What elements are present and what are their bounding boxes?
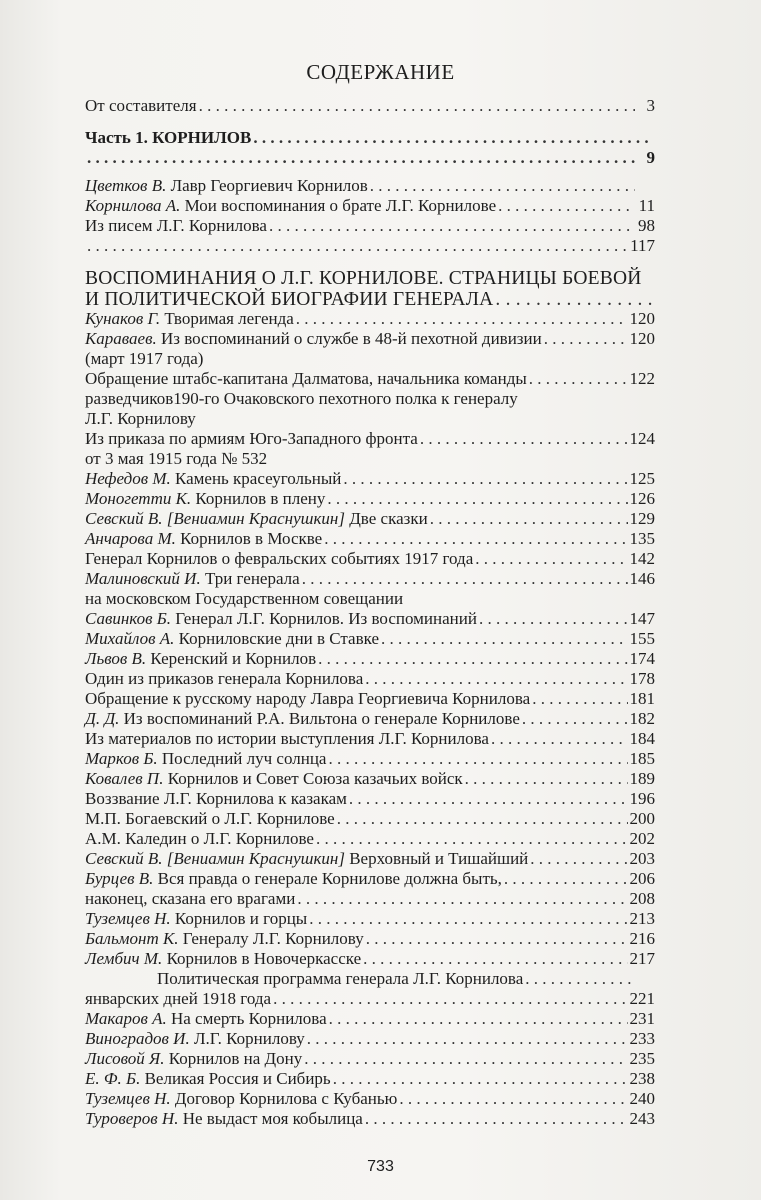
leader-dots bbox=[495, 289, 653, 310]
entry-page: 217 bbox=[629, 949, 655, 968]
entry-page: 120 bbox=[629, 309, 655, 328]
entry-author: Савинков Б. bbox=[85, 609, 171, 628]
toc-entry bbox=[85, 489, 655, 509]
entry-text bbox=[85, 216, 267, 236]
entry-text bbox=[85, 509, 428, 529]
toc-entry bbox=[85, 669, 655, 689]
leader-dots bbox=[309, 909, 627, 929]
section-title-line-2-row bbox=[85, 289, 655, 309]
entry-text bbox=[85, 529, 322, 549]
entry-author: Бальмонт К. bbox=[85, 929, 179, 948]
entry-title: Мои воспоминания о брате Л.Г. Корнилове bbox=[180, 196, 497, 215]
leader-dots bbox=[365, 669, 627, 689]
entry-title: Из материалов по истории выступления Л.Г. Корнилова bbox=[85, 729, 489, 748]
table-of-contents bbox=[85, 96, 655, 1129]
section-title-line-2: И ПОЛИТИЧЕСКОЙ БИОГРАФИИ ГЕНЕРАЛА bbox=[85, 289, 494, 310]
entry-page: 155 bbox=[629, 629, 655, 648]
entry-page: 203 bbox=[629, 849, 655, 868]
entry-author: Е. Ф. Б. bbox=[85, 1069, 141, 1088]
entry-page: 142 bbox=[629, 549, 655, 568]
toc-entry bbox=[85, 949, 655, 969]
leader-dots bbox=[199, 96, 635, 116]
entry-title: Обращение штабс-капитана Далматова, начальника команды bbox=[85, 369, 527, 388]
toc-entry bbox=[85, 629, 655, 649]
entry-text bbox=[85, 569, 300, 589]
toc-entry-preface bbox=[85, 96, 655, 116]
entry-title: М.П. Богаевский о Л.Г. Корнилове bbox=[85, 809, 335, 828]
toc-entry bbox=[85, 1049, 655, 1069]
entry-page: 213 bbox=[629, 909, 655, 928]
entry-text bbox=[85, 1089, 397, 1109]
toc-entry bbox=[85, 989, 655, 1009]
leader-dots bbox=[87, 148, 635, 168]
entry-page: 129 bbox=[629, 509, 655, 528]
entry-page: 146 bbox=[629, 569, 655, 588]
entry-text bbox=[85, 889, 295, 909]
entry-title: Корниловские дни в Ставке bbox=[174, 629, 379, 648]
leader-dots bbox=[525, 969, 635, 989]
entry-author: Туроверов Н. bbox=[85, 1109, 179, 1128]
entry-title: Л.Г. Корнилову bbox=[189, 1029, 305, 1048]
entry-author: Михайлов А. bbox=[85, 629, 175, 648]
entry-page: 125 bbox=[629, 469, 655, 488]
entry-text bbox=[85, 729, 489, 749]
toc-entry bbox=[85, 216, 655, 236]
entry-page: 135 bbox=[629, 529, 655, 548]
entry-text bbox=[85, 689, 530, 709]
entry-author: Севский В. [Вениамин Краснушкин] bbox=[85, 509, 345, 528]
leader-dots bbox=[273, 989, 627, 1009]
leader-dots bbox=[498, 196, 635, 216]
entry-title: От составителя bbox=[85, 96, 197, 115]
entry-author: Ковалев П. bbox=[85, 769, 164, 788]
leader-dots bbox=[307, 1029, 628, 1049]
leader-dots bbox=[366, 929, 628, 949]
entry-title: Керенский и Корнилов bbox=[146, 649, 317, 668]
entry-page: 124 bbox=[629, 429, 655, 448]
entry-page: 174 bbox=[629, 649, 655, 668]
toc-entry bbox=[85, 1089, 655, 1109]
entry-title: Верховный и Тишайший bbox=[344, 849, 529, 868]
toc-entry bbox=[85, 849, 655, 869]
toc-entry bbox=[85, 889, 655, 909]
entry-page: 98 bbox=[638, 216, 655, 235]
toc-entry bbox=[85, 869, 655, 889]
entry-author: Бурцев В. bbox=[85, 869, 154, 888]
entry-text bbox=[85, 929, 364, 949]
leader-dots bbox=[504, 869, 628, 889]
entry-author: Туземцев Н. bbox=[85, 909, 171, 928]
entry-title: Генерал Л.Г. Корнилов. Из воспоминаний bbox=[170, 609, 477, 628]
entry-page: 233 bbox=[629, 1029, 655, 1048]
leader-dots bbox=[399, 1089, 627, 1109]
entry-title: Последний луч солнца bbox=[157, 749, 327, 768]
entry-title: Корнилов и горцы bbox=[170, 909, 308, 928]
entry-author: Анчарова М. bbox=[85, 529, 176, 548]
entry-title: Не выдаст моя кобылица bbox=[178, 1109, 363, 1128]
entry-title: Обращение к русскому народу Лавра Георгиевича Корнилова bbox=[85, 689, 531, 708]
entry-text bbox=[85, 196, 496, 216]
entry-title: Камень красеугольный bbox=[170, 469, 342, 488]
entry-page: 126 bbox=[629, 489, 655, 508]
leader-dots bbox=[381, 629, 628, 649]
toc-group-1 bbox=[85, 176, 655, 236]
toc-continuation-line: (март 1917 года) bbox=[85, 349, 204, 368]
entry-author: Моногетти К. bbox=[85, 489, 192, 508]
part-page: 9 bbox=[646, 148, 655, 167]
leader-dots bbox=[475, 549, 627, 569]
entry-page: 196 bbox=[629, 789, 655, 808]
entry-title: Политическая программа генерала Л.Г. Корнилова bbox=[157, 969, 524, 988]
toc-continuation-line: на московском Государственном совещании bbox=[85, 589, 404, 608]
toc-entry bbox=[85, 709, 655, 729]
toc-continuation-line: от 3 мая 1915 года № 532 bbox=[85, 449, 268, 468]
entry-author: Нефедов М. bbox=[85, 469, 171, 488]
entry-text bbox=[85, 1029, 305, 1049]
entry-title: Лавр Георгиевич Корнилов bbox=[166, 176, 368, 195]
leader-dots bbox=[327, 489, 627, 509]
toc-entry bbox=[85, 529, 655, 549]
contents-heading: СОДЕРЖАНИЕ bbox=[306, 60, 455, 84]
entry-author: Караваев. bbox=[85, 329, 157, 348]
toc-entry bbox=[85, 429, 655, 449]
entry-page: 11 bbox=[638, 196, 655, 215]
entry-text bbox=[85, 489, 325, 509]
toc-part-page-row bbox=[85, 148, 655, 168]
leader-dots bbox=[530, 849, 627, 869]
entry-title: Воззвание Л.Г. Корнилова к казакам bbox=[85, 789, 347, 808]
entry-title: На смерть Корнилова bbox=[166, 1009, 327, 1028]
entry-page: 216 bbox=[629, 929, 655, 948]
toc-entry bbox=[85, 689, 655, 709]
toc-entries bbox=[85, 309, 655, 1129]
entry-text bbox=[85, 309, 294, 329]
entry-text bbox=[85, 769, 463, 789]
entry-text bbox=[85, 1069, 331, 1089]
toc-entry bbox=[85, 509, 655, 529]
entry-page: 231 bbox=[629, 1009, 655, 1028]
entry-page: 202 bbox=[629, 829, 655, 848]
entry-title: Генерал Корнилов о февральских событиях 1917 года bbox=[85, 549, 474, 568]
toc-continuation-line: разведчиков190-го Очаковского пехотного полка к генералу bbox=[85, 389, 518, 408]
entry-text bbox=[85, 549, 473, 569]
entry-text bbox=[85, 1109, 363, 1129]
leader-dots bbox=[420, 429, 628, 449]
entry-author: Малиновский И. bbox=[85, 569, 201, 588]
entry-page: 3 bbox=[646, 96, 655, 115]
entry-author: Цветков В. bbox=[85, 176, 167, 195]
entry-author: Д. Д. bbox=[85, 709, 120, 728]
toc-entry bbox=[85, 1009, 655, 1029]
entry-author: Марков Б. bbox=[85, 749, 158, 768]
leader-dots bbox=[87, 236, 628, 256]
toc-entry bbox=[85, 909, 655, 929]
leader-dots bbox=[465, 769, 628, 789]
entry-text bbox=[85, 789, 347, 809]
toc-part-heading bbox=[85, 128, 655, 148]
entry-title: Вся правда о генерале Корнилове должна быть, bbox=[153, 869, 502, 888]
entry-page: 122 bbox=[629, 369, 655, 388]
leader-dots bbox=[363, 949, 627, 969]
leader-dots bbox=[328, 749, 627, 769]
toc-entry bbox=[85, 1029, 655, 1049]
leader-dots bbox=[491, 729, 628, 749]
entry-title: Корнилов в плену bbox=[191, 489, 326, 508]
entry-page: 238 bbox=[629, 1069, 655, 1088]
toc-entry-tail bbox=[85, 236, 655, 256]
entry-author: Виноградов И. bbox=[85, 1029, 190, 1048]
entry-text bbox=[85, 669, 363, 689]
entry-page: 147 bbox=[629, 609, 655, 628]
toc-entry bbox=[85, 809, 655, 829]
entry-page: 208 bbox=[629, 889, 655, 908]
entry-title: Из воспоминаний о службе в 48-й пехотной дивизии bbox=[156, 329, 542, 348]
leader-dots bbox=[544, 329, 628, 349]
toc-entry bbox=[85, 729, 655, 749]
toc-entry bbox=[85, 649, 655, 669]
toc-entry bbox=[85, 929, 655, 949]
entry-title: Из писем Л.Г. Корнилова bbox=[85, 216, 267, 235]
leader-dots bbox=[302, 569, 628, 589]
entry-text bbox=[85, 1009, 327, 1029]
entry-text bbox=[85, 1049, 302, 1069]
entry-page: 221 bbox=[629, 989, 655, 1008]
entry-author: Севский В. [Вениамин Краснушкин] bbox=[85, 849, 345, 868]
leader-dots bbox=[365, 1109, 628, 1129]
leader-dots bbox=[529, 369, 628, 389]
entry-page: 206 bbox=[629, 869, 655, 888]
entry-title: Из воспоминаний Р.А. Вильтона о генерале Корнилове bbox=[119, 709, 520, 728]
toc-entry bbox=[85, 469, 655, 489]
toc-entry bbox=[85, 309, 655, 329]
entry-page: 182 bbox=[629, 709, 655, 728]
leader-dots bbox=[297, 889, 627, 909]
entry-title: Корнилов и Совет Союза казачьих войск bbox=[163, 769, 463, 788]
leader-dots bbox=[316, 829, 628, 849]
entry-author: Макаров А. bbox=[85, 1009, 167, 1028]
toc-entry bbox=[85, 549, 655, 569]
toc-entry bbox=[85, 196, 655, 216]
leader-dots bbox=[349, 789, 628, 809]
toc-entry bbox=[85, 749, 655, 769]
section-title-line-1: ВОСПОМИНАНИЯ О Л.Г. КОРНИЛОВЕ. СТРАНИЦЫ БОЕВОЙ bbox=[85, 268, 642, 289]
part-title: Часть 1. КОРНИЛОВ bbox=[85, 128, 252, 147]
entry-text bbox=[85, 629, 379, 649]
entry-text bbox=[85, 909, 307, 929]
entry-page: 184 bbox=[629, 729, 655, 748]
entry-title: Творимая легенда bbox=[160, 309, 294, 328]
leader-dots bbox=[253, 128, 653, 148]
entry-page: 243 bbox=[629, 1109, 655, 1128]
leader-dots bbox=[337, 809, 628, 829]
toc-entry bbox=[85, 969, 655, 989]
entry-author: Львов В. bbox=[85, 649, 147, 668]
entry-title: Корнилов на Дону bbox=[164, 1049, 303, 1068]
entry-title: Великая Россия и Сибирь bbox=[140, 1069, 331, 1088]
entry-text bbox=[85, 809, 335, 829]
page-number: 733 bbox=[367, 1158, 394, 1175]
entry-author: Кунаков Г. bbox=[85, 309, 161, 328]
entry-title: Договор Корнилова с Кубанью bbox=[170, 1089, 398, 1108]
entry-text bbox=[85, 869, 502, 889]
entry-title: А.М. Каледин о Л.Г. Корнилове bbox=[85, 829, 314, 848]
entry-text bbox=[157, 969, 523, 989]
leader-dots bbox=[304, 1049, 627, 1069]
entry-text bbox=[85, 849, 528, 869]
leader-dots bbox=[269, 216, 635, 236]
leader-dots bbox=[522, 709, 628, 729]
entry-title: Один из приказов генерала Корнилова bbox=[85, 669, 364, 688]
entry-author: Туземцев Н. bbox=[85, 1089, 171, 1108]
leader-dots bbox=[532, 689, 627, 709]
entry-author: Корнилова А. bbox=[85, 196, 181, 215]
entry-text bbox=[85, 469, 341, 489]
toc-entry bbox=[85, 369, 655, 389]
toc-entry bbox=[85, 569, 655, 589]
entry-page: 178 bbox=[629, 669, 655, 688]
toc-continuation-line: Л.Г. Корнилову bbox=[85, 409, 196, 428]
toc-entry bbox=[85, 609, 655, 629]
entry-title: Корнилов в Москве bbox=[175, 529, 323, 548]
leader-dots bbox=[324, 529, 627, 549]
entry-title: Три генерала bbox=[200, 569, 300, 588]
entry-page: 189 bbox=[629, 769, 655, 788]
entry-text bbox=[85, 369, 527, 389]
entry-title: Генералу Л.Г. Корнилову bbox=[178, 929, 364, 948]
entry-page: 240 bbox=[629, 1089, 655, 1108]
entry-text bbox=[85, 749, 326, 769]
entry-title: наконец, сказана его врагами bbox=[85, 889, 296, 908]
entry-text bbox=[85, 609, 477, 629]
leader-dots bbox=[318, 649, 627, 669]
toc-entry bbox=[85, 769, 655, 789]
toc-entry bbox=[85, 1069, 655, 1089]
leader-dots bbox=[333, 1069, 628, 1089]
entry-title: Корнилов в Новочеркасске bbox=[162, 949, 362, 968]
leader-dots bbox=[370, 176, 635, 196]
toc-entry bbox=[85, 829, 655, 849]
leader-dots bbox=[329, 1009, 628, 1029]
entry-page: 120 bbox=[629, 329, 655, 348]
entry-text bbox=[85, 829, 314, 849]
entry-page: 181 bbox=[629, 689, 655, 708]
entry-text bbox=[85, 709, 520, 729]
entry-author: Лисовой Я. bbox=[85, 1049, 165, 1068]
leader-dots bbox=[479, 609, 628, 629]
entry-author: Лембич М. bbox=[85, 949, 163, 968]
toc-entry bbox=[85, 1109, 655, 1129]
leader-dots bbox=[430, 509, 628, 529]
entry-page: 200 bbox=[629, 809, 655, 828]
entry-text bbox=[85, 949, 361, 969]
toc-entry bbox=[85, 176, 655, 196]
entry-title: Из приказа по армиям Юго-Западного фронта bbox=[85, 429, 418, 448]
entry-text bbox=[85, 329, 542, 349]
entry-text bbox=[85, 649, 316, 669]
entry-page: 185 bbox=[629, 749, 655, 768]
toc-entry bbox=[85, 789, 655, 809]
toc-entry bbox=[85, 329, 655, 349]
entry-page: 235 bbox=[629, 1049, 655, 1068]
leader-dots bbox=[343, 469, 627, 489]
entry-page: 117 bbox=[630, 236, 655, 255]
entry-title: январских дней 1918 года bbox=[85, 989, 272, 1008]
entry-text bbox=[85, 176, 368, 196]
entry-text bbox=[85, 429, 418, 449]
leader-dots bbox=[296, 309, 628, 329]
entry-text bbox=[85, 989, 271, 1009]
entry-title: Две сказки bbox=[344, 509, 428, 528]
